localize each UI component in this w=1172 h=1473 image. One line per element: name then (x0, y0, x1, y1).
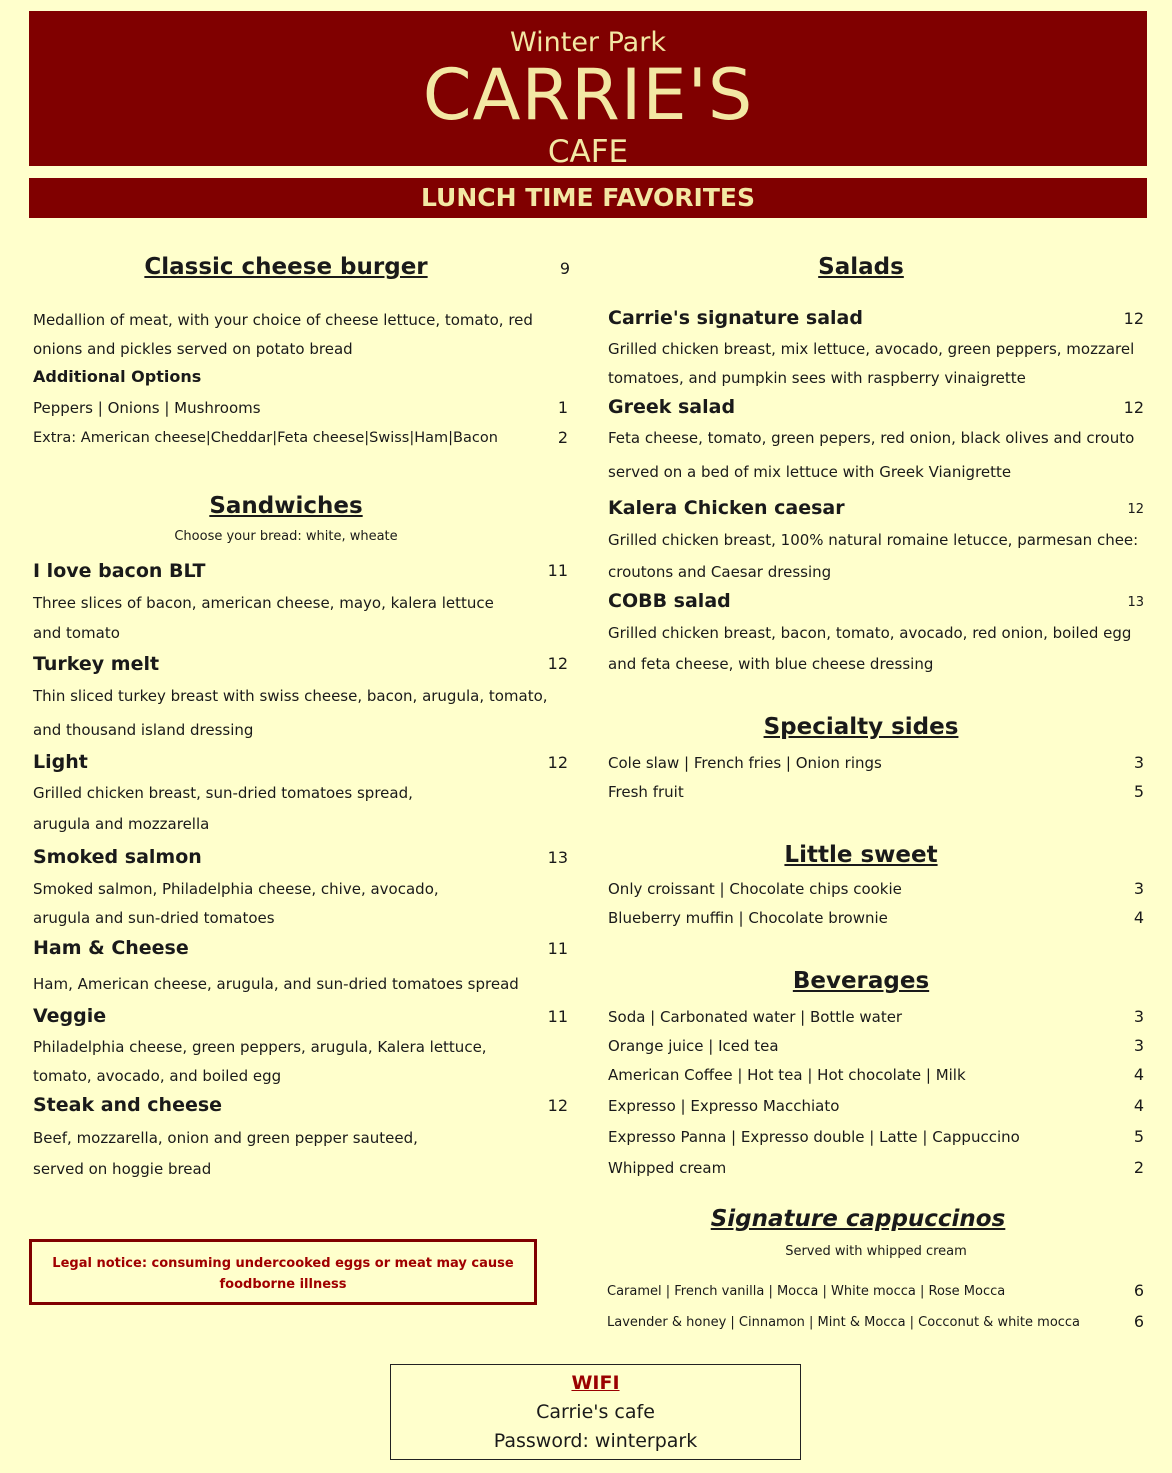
side-item: Fresh fruit (608, 783, 684, 801)
salad-desc: tomatoes, and pumpkin sees with raspberry vinaigrette (608, 369, 1026, 387)
cappuccino-price: 6 (1133, 1312, 1144, 1331)
sweet-price: 3 (1133, 879, 1144, 898)
beverage-price: 5 (1133, 1127, 1144, 1146)
wifi-network: Carrie's cafe (536, 1401, 655, 1423)
restaurant-header (29, 11, 1147, 170)
sandwich-name: Veggie (33, 1005, 107, 1027)
bread-note: Choose your bread: white, wheate (174, 529, 398, 544)
sweet-price: 4 (1133, 908, 1144, 927)
options-title: Additional Options (33, 367, 202, 386)
salad-price: 12 (1127, 502, 1144, 517)
beverage-item: American Coffee | Hot tea | Hot chocolate | Milk (608, 1066, 966, 1084)
sandwich-desc: Ham, American cheese, arugula, and sun-dried tomatoes spread (33, 975, 519, 993)
burger-desc-1: Medallion of meat, with your choice of cheese lettuce, tomato, red (33, 311, 533, 329)
beverage-item: Soda | Carbonated water | Bottle water (608, 1008, 903, 1026)
burger-price: 9 (559, 259, 570, 278)
option-line-1: Peppers | Onions | Mushrooms (33, 399, 261, 417)
option-price-2: 2 (557, 428, 568, 447)
sandwich-desc: served on hoggie bread (33, 1160, 212, 1178)
sandwich-name: Steak and cheese (33, 1094, 223, 1116)
salad-name: Carrie's signature salad (608, 307, 863, 329)
salad-name: Greek salad (608, 396, 736, 418)
sandwich-desc: tomato, avocado, and boiled egg (33, 1067, 282, 1085)
salad-price: 12 (1123, 309, 1144, 328)
salads-title: Salads (818, 254, 904, 280)
beverage-price: 3 (1133, 1007, 1144, 1026)
burger-title: Classic cheese burger (144, 254, 428, 280)
sandwich-desc: Three slices of bacon, american cheese, mayo, kalera lettuce (33, 594, 494, 612)
wifi-title: WIFI (571, 1372, 620, 1394)
salad-desc: Grilled chicken breast, mix lettuce, avocado, green peppers, mozzarel (608, 340, 1135, 358)
cappuccino-item: Lavender & honey | Cinnamon | Mint & Mocca | Cocconut & white mocca (607, 1315, 1081, 1330)
sandwich-desc: and thousand island dressing (33, 721, 254, 739)
sandwich-price: 11 (547, 1007, 568, 1026)
beverages-title: Beverages (792, 968, 930, 994)
sandwich-price: 13 (547, 848, 568, 867)
sandwich-price: 11 (547, 561, 568, 580)
beverage-price: 4 (1133, 1065, 1144, 1084)
salad-desc: Grilled chicken breast, bacon, tomato, avocado, red onion, boiled egg (608, 624, 1132, 642)
sandwich-desc: and tomato (33, 624, 120, 642)
cappuccino-price: 6 (1133, 1281, 1144, 1300)
restaurant-subtitle: CAFE (547, 134, 629, 170)
sandwich-desc: Philadelphia cheese, green peppers, arugula, Kalera lettuce, (33, 1038, 487, 1056)
sandwich-desc: arugula and sun-dried tomatoes (33, 909, 275, 927)
cappuccino-item: Caramel | French vanilla | Mocca | White mocca | Rose Mocca (607, 1284, 1006, 1299)
wifi-box (390, 1364, 801, 1460)
menu-banner: LUNCH TIME FAVORITES (29, 178, 1147, 218)
sandwich-name: Ham & Cheese (33, 937, 189, 959)
sandwich-price: 12 (547, 654, 568, 673)
burger-desc-2: onions and pickles served on potato bread (33, 340, 353, 358)
sweet-title: Little sweet (784, 842, 938, 868)
salad-desc: Grilled chicken breast, 100% natural romaine letucce, parmesan chee: (608, 531, 1139, 549)
sandwich-desc: Beef, mozzarella, onion and green pepper sauteed, (33, 1129, 418, 1147)
sandwich-price: 11 (547, 939, 568, 958)
salad-desc: croutons and Caesar dressing (608, 563, 832, 581)
sandwich-desc: Thin sliced turkey breast with swiss cheese, bacon, arugula, tomato, (33, 687, 548, 705)
sandwich-name: Smoked salmon (33, 846, 202, 868)
sweet-item: Only croissant | Chocolate chips cookie (608, 880, 902, 898)
wifi-password: Password: winterpark (493, 1430, 698, 1452)
beverage-price: 4 (1133, 1096, 1144, 1115)
side-price: 5 (1133, 782, 1144, 801)
salad-price: 12 (1123, 398, 1144, 417)
town-name: Winter Park (510, 27, 666, 58)
option-price-1: 1 (557, 398, 568, 417)
sandwich-price: 12 (547, 753, 568, 772)
sandwich-desc: Smoked salmon, Philadelphia cheese, chive, avocado, (33, 880, 439, 898)
salad-name: Kalera Chicken caesar (608, 497, 845, 519)
salad-price: 13 (1127, 595, 1144, 610)
beverage-price: 3 (1133, 1036, 1144, 1055)
option-line-2: Extra: American cheese|Cheddar|Feta cheese|Swiss|Ham|Bacon (33, 430, 498, 446)
beverage-price: 2 (1133, 1158, 1144, 1177)
salad-desc: served on a bed of mix lettuce with Greek Vianigrette (608, 463, 1012, 481)
sandwich-desc: Grilled chicken breast, sun-dried tomatoes spread, (33, 784, 413, 802)
salad-desc: Feta cheese, tomato, green pepers, red onion, black olives and crouto (608, 429, 1135, 447)
sandwich-desc: arugula and mozzarella (33, 815, 210, 833)
salad-name: COBB salad (608, 590, 731, 612)
side-price: 3 (1133, 753, 1144, 772)
beverage-item: Whipped cream (608, 1159, 727, 1177)
salad-desc: and feta cheese, with blue cheese dressing (608, 655, 934, 673)
side-item: Cole slaw | French fries | Onion rings (608, 754, 882, 772)
cappuccinos-note: Served with whipped cream (785, 1244, 967, 1259)
legal-notice: Legal notice: consuming undercooked eggs or meat may cause foodborne illness (29, 1239, 537, 1305)
beverage-item: Orange juice | Iced tea (608, 1037, 779, 1055)
sandwich-price: 12 (547, 1096, 568, 1115)
sandwich-name: Light (33, 751, 88, 773)
sides-title: Specialty sides (763, 714, 959, 740)
beverage-item: Expresso | Expresso Macchiato (608, 1097, 840, 1115)
cappuccinos-title: Signature cappuccinos (710, 1206, 1006, 1232)
sandwich-name: Turkey melt (33, 653, 160, 675)
sweet-item: Blueberry muffin | Chocolate brownie (608, 909, 888, 927)
sandwiches-title: Sandwiches (209, 493, 363, 519)
beverage-item: Expresso Panna | Expresso double | Latte | Cappuccino (608, 1128, 1020, 1146)
sandwich-name: I love bacon BLT (33, 560, 206, 582)
restaurant-name: CARRIE'S (422, 54, 754, 136)
